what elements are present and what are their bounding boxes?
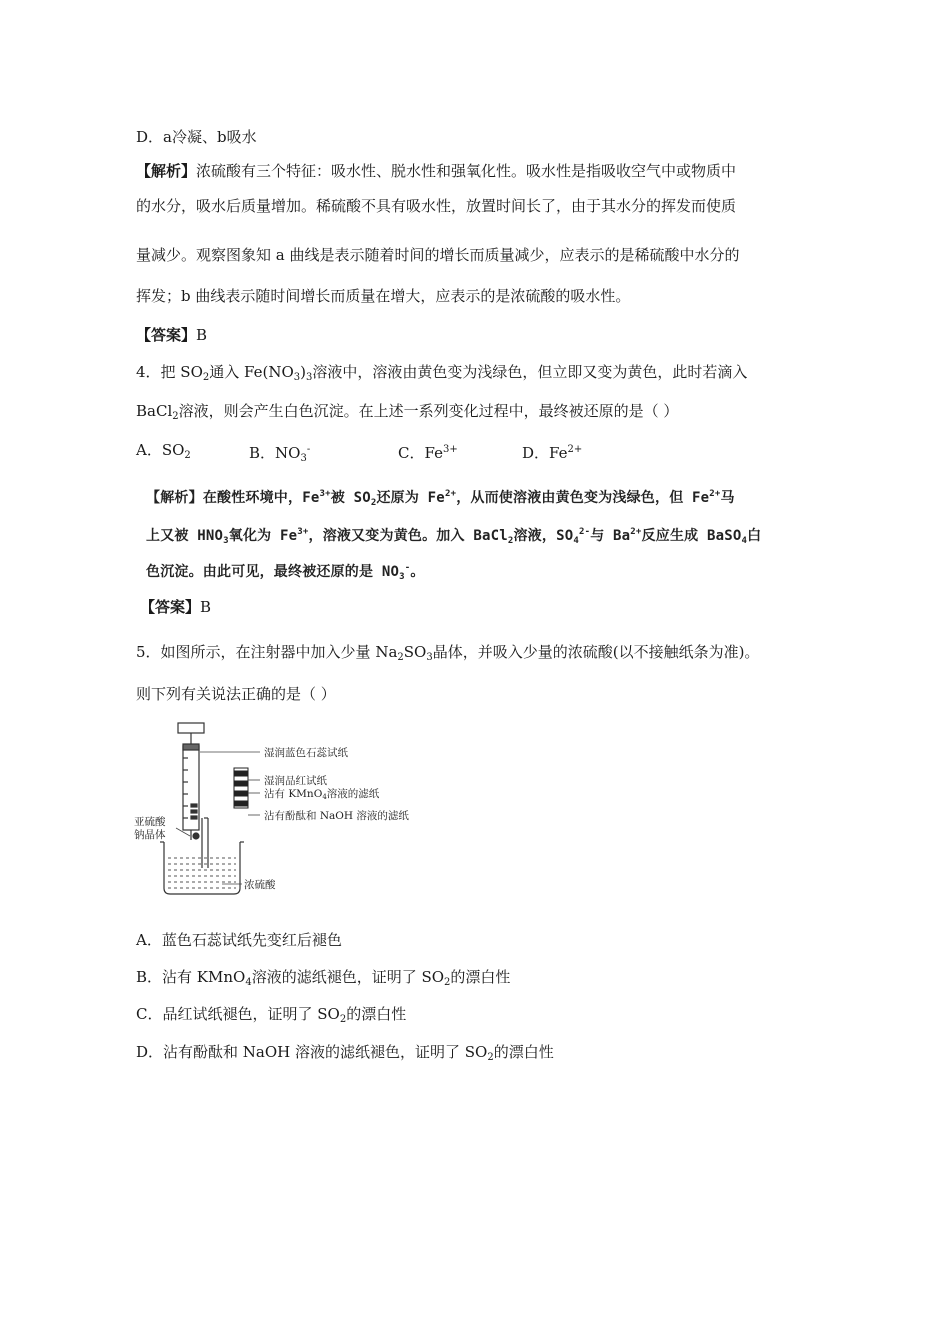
q5-option-c (136, 1003, 406, 1031)
label-na2so3-line1: 亚硫酸 (134, 816, 166, 828)
subscript: 3 (293, 372, 301, 383)
q5-stem-line-1 (136, 641, 759, 669)
subscript: 2 (339, 1014, 347, 1025)
q3-analysis-line-4: 挥发；b 曲线表示随时间增长而质量在增大，应表示的是浓硫酸的吸水性。 (136, 287, 631, 305)
option-text: 的漂白性 (450, 968, 511, 986)
superscript: 2+ (709, 489, 721, 499)
q3-answer (136, 324, 207, 346)
option-text: B．NO (249, 444, 301, 462)
option-text: D．Fe (522, 444, 568, 462)
subscript: 3 (306, 372, 313, 383)
option-text: 的漂白性 (493, 1043, 554, 1061)
q3-analysis-line-2: 的水分，吸水后质量增加。稀硫酸不具有吸水性，放置时间长了，由于其水分的挥发而使质 (136, 197, 737, 215)
subscript: 2 (487, 1052, 494, 1063)
option-text: 的漂白性 (346, 1005, 407, 1023)
q4-option-b (249, 439, 310, 470)
analysis-text: ，溶液又变为黄色。加入 BaCl (308, 528, 508, 544)
superscript: 3+ (297, 527, 309, 537)
superscript: - (404, 563, 411, 573)
label-pinhong: 湿润品红试纸 (264, 775, 327, 787)
q5-stem-text: 晶体，并吸入少量的浓硫酸(以不接触纸条为准)。 (432, 643, 760, 661)
analysis-text: 与 Ba (590, 528, 631, 544)
analysis-text: 还原为 Fe (376, 490, 445, 506)
q5-option-a: A．蓝色石蕊试纸先变红后褪色 (136, 931, 342, 949)
analysis-text: 浓硫酸有三个特征：吸水性、脱水性和强氧化性。吸水性是指吸收空气中或物质中 (196, 162, 737, 180)
option-text: 溶液的滤纸褪色，证明了 SO (251, 968, 445, 986)
subscript: 4 (573, 536, 579, 546)
label-blue-litmus: 湿润蓝色石蕊试纸 (264, 747, 348, 759)
q5-option-b (136, 966, 510, 994)
q4-analysis-line-2 (146, 521, 761, 552)
answer-tag: 【答案】 (136, 326, 197, 344)
subscript: 4 (245, 977, 252, 988)
answer-tag: 【答案】 (140, 598, 201, 616)
q4-analysis-line-3 (146, 557, 425, 588)
analysis-text: ，从而使溶液由黄色变为浅绿色，但 Fe (456, 490, 710, 506)
q3-analysis-line-1 (136, 160, 736, 182)
option-text: D．沾有酚酞和 NaOH 溶液的滤纸褪色，证明了 SO (136, 1043, 488, 1061)
option-text: A．SO (136, 441, 185, 459)
analysis-text: 氧化为 Fe (228, 528, 298, 544)
subscript: 3 (399, 572, 405, 582)
q4-option-a (136, 439, 191, 467)
analysis-tag: 【解析】 (146, 490, 203, 506)
q4-stem-text: 溶液中，溶液由黄色变为浅绿色，但立即又变为黄色，此时若滴入 (312, 363, 748, 381)
analysis-text: 色沉淀。由此可见，最终被还原的是 NO (146, 564, 400, 580)
option-text: C．Fe (398, 444, 443, 462)
answer-value: B (196, 326, 208, 344)
q4-stem-line-2 (136, 400, 678, 428)
q4-analysis-line-1 (146, 483, 735, 514)
subscript: 2 (370, 498, 377, 508)
label-naoh: 沾有酚酞和 NaOH 溶液的滤纸 (264, 810, 409, 822)
subscript: 2 (184, 450, 191, 461)
analysis-text: 马 (720, 490, 735, 506)
analysis-text: 。 (410, 564, 425, 580)
superscript: 2- (578, 527, 591, 537)
analysis-text: 反应生成 BaSO (641, 528, 742, 544)
subscript: 3 (223, 536, 229, 546)
q4-stem-line-1 (136, 361, 747, 389)
q3-analysis-line-3: 量减少。观察图象知 a 曲线是表示随着时间的增长而质量减少，应表示的是稀硫酸中水分的 (136, 246, 740, 264)
syringe-plunger-cap (178, 723, 204, 733)
subscript: 2 (444, 977, 451, 988)
analysis-text: 上又被 HNO (146, 528, 224, 544)
crystal-icon (193, 833, 199, 839)
q3-option-d: D．a冷凝、b吸水 (136, 128, 257, 146)
analysis-text: 白 (747, 528, 762, 544)
superscript: 3+ (319, 489, 331, 499)
q4-stem-text: 通入 Fe(NO (209, 363, 294, 381)
superscript: 2+ (444, 489, 457, 499)
q4-stem-text: 溶液，则会产生白色沉淀。在上述一系列变化过程中，最终被还原的是（ ） (178, 402, 679, 420)
subscript: 3 (426, 652, 433, 663)
q4-stem-text: 4．把 SO (136, 363, 203, 381)
label-na2so3-line2: 钠晶体 (134, 829, 166, 841)
superscript: 2+ (567, 444, 583, 455)
answer-value: B (200, 598, 212, 616)
superscript: 3+ (442, 444, 458, 455)
subscript: 2 (172, 411, 179, 422)
apparatus-figure (130, 718, 430, 903)
subscript: 2 (397, 652, 404, 663)
q4-option-d (522, 439, 582, 464)
subscript: 3 (300, 453, 307, 464)
q4-stem-text: BaCl (136, 402, 173, 420)
subscript: 2 (202, 372, 210, 383)
analysis-tag: 【解析】 (136, 162, 197, 180)
q4-answer (140, 596, 211, 618)
option-text: C．品红试纸褪色，证明了 SO (136, 1005, 340, 1023)
q5-stem-text: SO (403, 643, 427, 661)
subscript: 2 (507, 536, 514, 546)
syringe-stopper (183, 744, 199, 750)
analysis-text: 在酸性环境中，Fe (202, 490, 320, 506)
q5-stem-text: 5．如图所示，在注射器中加入少量 Na (136, 643, 398, 661)
analysis-text: 被 SO (330, 490, 371, 506)
q5-option-d (136, 1041, 554, 1069)
analysis-text: 溶液，SO (513, 528, 574, 544)
label-kmno4: 沾有 KMnO4溶液的滤纸 (264, 788, 380, 801)
q4-stem-text: ) (300, 363, 307, 381)
label-h2so4: 浓硫酸 (244, 879, 276, 891)
q5-stem-line-2: 则下列有关说法正确的是（ ） (136, 685, 336, 703)
superscript: 2+ (630, 527, 642, 537)
superscript: - (306, 444, 311, 455)
option-text: B．沾有 KMnO (136, 968, 246, 986)
q4-option-c (398, 439, 458, 464)
subscript: 4 (741, 536, 748, 546)
